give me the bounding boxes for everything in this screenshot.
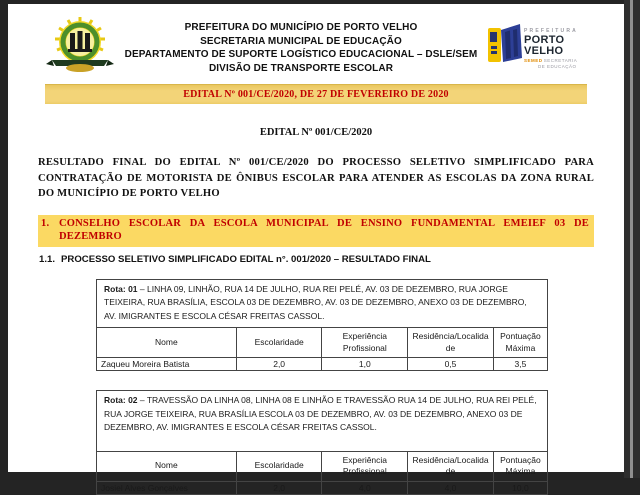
table-row xyxy=(97,481,548,494)
col-header-pontuacao: Pontuação Máxima xyxy=(493,451,547,481)
org-line-1: PREFEITURA DO MUNICÍPIO DE PORTO VELHO xyxy=(184,22,418,33)
prefeitura-logo-text xyxy=(524,20,606,69)
score-escolaridade: 2,0 xyxy=(236,481,322,494)
candidate-name: Zaqueu Moreira Batista xyxy=(97,358,237,371)
col-header-nome: Nome xyxy=(97,451,237,481)
scrollbar-thumb[interactable] xyxy=(630,0,633,478)
section-1-1-heading xyxy=(39,254,594,266)
org-line-3: DEPARTAMENTO DE SUPORTE LOGÍSTICO EDUCACIONAL – DSLE/SEM xyxy=(124,49,478,60)
logo-prefeitura-label: PREFEITURA xyxy=(524,28,578,34)
rota-01-label: Rota: 01 xyxy=(104,283,138,294)
rota-02-route-text: – TRAVESSÃO DA LINHA 08, LINHA 08 E LINHÃO E TRAVESSÃO RUA 14 DE JULHO, RUA REI PELÉ, RUA JORGE TEIXEIRA, RUA BRASÍLIA ESCOLA 03 DE DEZEMBRO, AV. 03 DE DEZEMBRO, ANEXO 03 DE DEZEMBRO, AV. IMIGRANTES E ESCOLA CÉSAR FREITAS CASSOL. xyxy=(104,395,537,432)
score-experiencia: 4,0 xyxy=(322,481,408,494)
result-table-rota-02 xyxy=(96,390,548,495)
section-1-1-number: 1.1. xyxy=(39,253,56,265)
document-page xyxy=(8,4,624,493)
result-paragraph: RESULTADO FINAL DO EDITAL Nº 001/CE/2020 DO PROCESSO SELETIVO SIMPLIFICADO PARA CONTRATAÇÃO DE MOTORISTA DE ÔNIBUS ESCOLAR PARA ATENDER AS ESCOLAS DA ZONA RURAL DO MUNICÍPIO DE PORTO VELHO xyxy=(38,157,594,199)
col-header-pontuacao: Pontuação Máxima xyxy=(493,328,547,358)
score-escolaridade: 2,0 xyxy=(236,358,322,371)
col-header-residencia: Residência/Localida de xyxy=(408,451,494,481)
section-1-1-text: PROCESSO SELETIVO SIMPLIFICADO EDITAL n°. 001/2020 – RESULTADO FINAL xyxy=(61,253,431,265)
col-header-residencia: Residência/Localida de xyxy=(408,328,494,358)
logo-educacao-label: DE EDUCAÇÃO xyxy=(538,63,577,69)
org-line-4: DIVISÃO DE TRANSPORTE ESCOLAR xyxy=(208,62,394,74)
org-title-block xyxy=(116,16,486,75)
rota-02-description xyxy=(97,391,548,452)
edital-title: EDITAL Nº 001/CE/2020 xyxy=(259,127,373,138)
col-header-escolaridade: Escolaridade xyxy=(236,451,322,481)
prefeitura-porto-velho-logo xyxy=(486,16,606,72)
porto-velho-coat-of-arms-icon xyxy=(44,16,116,74)
col-header-nome: Nome xyxy=(97,328,237,358)
score-pontuacao: 3,5 xyxy=(493,358,547,371)
org-line-2: SECRETARIA MUNICIPAL DE EDUCAÇÃO xyxy=(200,35,402,47)
table-header-row xyxy=(97,451,548,481)
logo-semed-label xyxy=(524,59,606,64)
candidate-name: Josiel Alves Gonçalves xyxy=(97,481,237,494)
logo-city-label: PORTO VELHO xyxy=(524,34,565,57)
logo-secretaria-label: SECRETARIA xyxy=(543,58,578,63)
score-residencia: 0,5 xyxy=(408,358,494,371)
section-1-number: 1. xyxy=(41,217,50,229)
result-table-rota-01 xyxy=(96,279,548,372)
rota-01-description xyxy=(97,279,548,328)
water-towers-icon xyxy=(486,20,524,66)
edital-banner: EDITAL Nº 001/CE/2020, DE 27 DE FEVEREIRO DE 2020 xyxy=(45,84,587,104)
score-pontuacao: 10,0 xyxy=(493,481,547,494)
col-header-escolaridade: Escolaridade xyxy=(236,328,322,358)
section-1-text: CONSELHO ESCOLAR DA ESCOLA MUNICIPAL DE ENSINO FUNDAMENTAL EMEIEF 03 DE DEZEMBRO xyxy=(59,217,589,242)
table-row xyxy=(97,358,548,371)
rota-01-route-text: – LINHA 09, LINHÃO, RUA 14 DE JULHO, RUA REI PELÉ, AV. 03 DE DEZEMBRO, RUA JORGE TEIXEIRA, RUA BRASÍLIA, ESCOLA 03 DE DEZEMBRO, AV. 03 DE DEZEMBRO, ANEXO 03 DE DEZEMBRO, AV. IMIGRANTES E ESCOLA CÉSAR FREITAS CASSOL. xyxy=(104,283,527,321)
scrollbar-track xyxy=(624,0,640,478)
col-header-experiencia: Experiência Profissional xyxy=(322,451,408,481)
document-header xyxy=(8,4,624,75)
table-header-row xyxy=(97,328,548,358)
logo-semed-acronym: SEMED xyxy=(524,58,543,63)
section-1-heading xyxy=(38,215,594,247)
score-experiencia: 1,0 xyxy=(322,358,408,371)
rota-02-label: Rota: 02 xyxy=(104,395,138,405)
col-header-experiencia: Experiência Profissional xyxy=(322,328,408,358)
score-residencia: 4,0 xyxy=(408,481,494,494)
